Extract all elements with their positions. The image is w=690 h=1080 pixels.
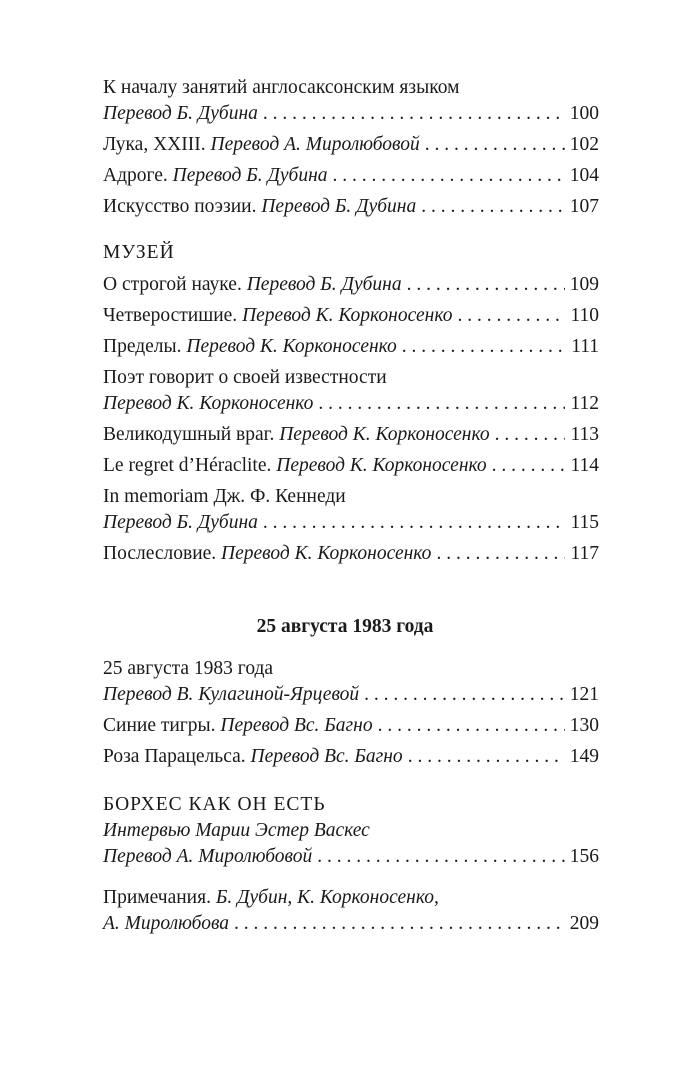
entry-subtitle: Интервью Марии Эстер Васкес (103, 820, 370, 841)
toc-entry (103, 303, 599, 329)
entry-title: Адроге. (103, 165, 168, 186)
toc-entry-cont (103, 844, 599, 870)
entry-translator: Перевод К. Корконосенко (242, 305, 453, 326)
entry-title: Синие тигры. (103, 715, 216, 736)
toc-entry (103, 132, 599, 158)
part-heading: 25 августа 1983 года (256, 616, 434, 637)
entry-title: Примечания. (103, 887, 211, 908)
toc-entry (103, 453, 599, 479)
entry-title: Роза Парацельса. (103, 746, 246, 767)
toc-entry-cont (103, 911, 599, 937)
leader-dots (421, 194, 565, 220)
entry-page: 121 (569, 684, 599, 705)
entry-page: 111 (571, 336, 599, 357)
toc-entry-cont (103, 510, 599, 536)
leader-dots (407, 272, 565, 298)
leader-dots (317, 844, 564, 870)
entry-title: 25 августа 1983 года (103, 658, 274, 679)
entry-translator: Перевод А. Миролюбовой (210, 134, 420, 155)
entry-title: Поэт говорит о своей известности (103, 367, 387, 388)
entry-translator: Перевод Б. Дубина (103, 512, 258, 533)
entry-translator: Перевод В. Кулагиной-Ярцевой (103, 684, 360, 705)
leader-dots (378, 713, 565, 739)
entry-title: Le regret d’Héraclite. (103, 455, 272, 476)
entry-page: 156 (569, 846, 599, 867)
leader-dots (402, 334, 566, 360)
leader-dots (436, 541, 565, 567)
toc-entry-subtitle (103, 818, 599, 844)
entry-translator: Перевод К. Корконосенко (186, 336, 397, 357)
entry-translator: Перевод Б. Дубина (246, 274, 402, 295)
entry-title: Великодушный враг. (103, 424, 275, 445)
entry-title: Искусство поэзии. (103, 196, 257, 217)
toc-entry-cont (103, 682, 599, 708)
toc-group-borges (103, 792, 599, 870)
leader-dots (408, 744, 565, 770)
entry-authors: Б. Дубин, К. Корконосенко, (215, 887, 439, 908)
entry-authors-cont: А. Миролюбова (103, 913, 230, 934)
toc-entry-cont (103, 391, 599, 417)
entry-page: 209 (569, 913, 599, 934)
entry-page: 115 (570, 512, 599, 533)
entry-page: 104 (569, 165, 599, 186)
toc-group-august (103, 656, 599, 770)
entry-title: К началу занятий англосаксонским языком (103, 77, 460, 98)
entry-page: 102 (569, 134, 599, 155)
leader-dots (495, 422, 566, 448)
entry-translator: Перевод Б. Дубина (103, 103, 258, 124)
entry-translator: Перевод Вс. Багно (220, 715, 373, 736)
toc-group-notes (103, 885, 599, 937)
toc-group-1 (103, 75, 599, 220)
entry-translator: Перевод А. Миролюбовой (103, 846, 313, 867)
leader-dots (318, 391, 565, 417)
entry-translator: Перевод К. Корконосенко (279, 424, 490, 445)
entry-translator: Перевод К. Корконосенко (276, 455, 487, 476)
toc-entry (103, 194, 599, 220)
entry-page: 107 (569, 196, 599, 217)
entry-page: 113 (570, 424, 599, 445)
toc-entry (103, 885, 599, 911)
entry-translator: Перевод К. Корконосенко (103, 393, 314, 414)
toc-entry (103, 484, 599, 510)
leader-dots (457, 303, 565, 329)
entry-page: 112 (570, 393, 599, 414)
leader-dots (492, 453, 566, 479)
toc-entry-cont (103, 101, 599, 127)
toc-group-museum (103, 240, 599, 567)
entry-translator: Перевод Б. Дубина (261, 196, 417, 217)
entry-title: In memoriam Дж. Ф. Кеннеди (103, 486, 346, 507)
leader-dots (425, 132, 565, 158)
entry-title: Лука, XXIII. (103, 134, 206, 155)
toc-entry (103, 334, 599, 360)
entry-page: 100 (569, 103, 599, 124)
leader-dots (263, 510, 566, 536)
leader-dots (263, 101, 565, 127)
entry-page: 130 (569, 715, 599, 736)
toc-entry (103, 713, 599, 739)
toc-entry (103, 365, 599, 391)
entry-translator: Перевод Вс. Багно (250, 746, 403, 767)
section-heading-borges: БОРХЕС КАК ОН ЕСТЬ (103, 794, 326, 815)
toc-entry (103, 75, 599, 101)
entry-page: 117 (570, 543, 599, 564)
entry-title: Пределы. (103, 336, 182, 357)
toc-entry (103, 541, 599, 567)
toc-entry (103, 272, 599, 298)
entry-title: Послесловие. (103, 543, 217, 564)
leader-dots (364, 682, 565, 708)
section-heading-museum: МУЗЕЙ (103, 242, 175, 263)
entry-translator: Перевод Б. Дубина (172, 165, 328, 186)
entry-translator: Перевод К. Корконосенко (221, 543, 432, 564)
entry-page: 114 (570, 455, 599, 476)
entry-page: 149 (569, 746, 599, 767)
toc-entry (103, 422, 599, 448)
entry-title: О строгой науке. (103, 274, 242, 295)
entry-title: Четверостишие. (103, 305, 238, 326)
leader-dots (234, 911, 565, 937)
toc-entry (103, 163, 599, 189)
toc-entry (103, 656, 599, 682)
entry-page: 110 (570, 305, 599, 326)
leader-dots (333, 163, 565, 189)
toc-entry (103, 744, 599, 770)
entry-page: 109 (569, 274, 599, 295)
